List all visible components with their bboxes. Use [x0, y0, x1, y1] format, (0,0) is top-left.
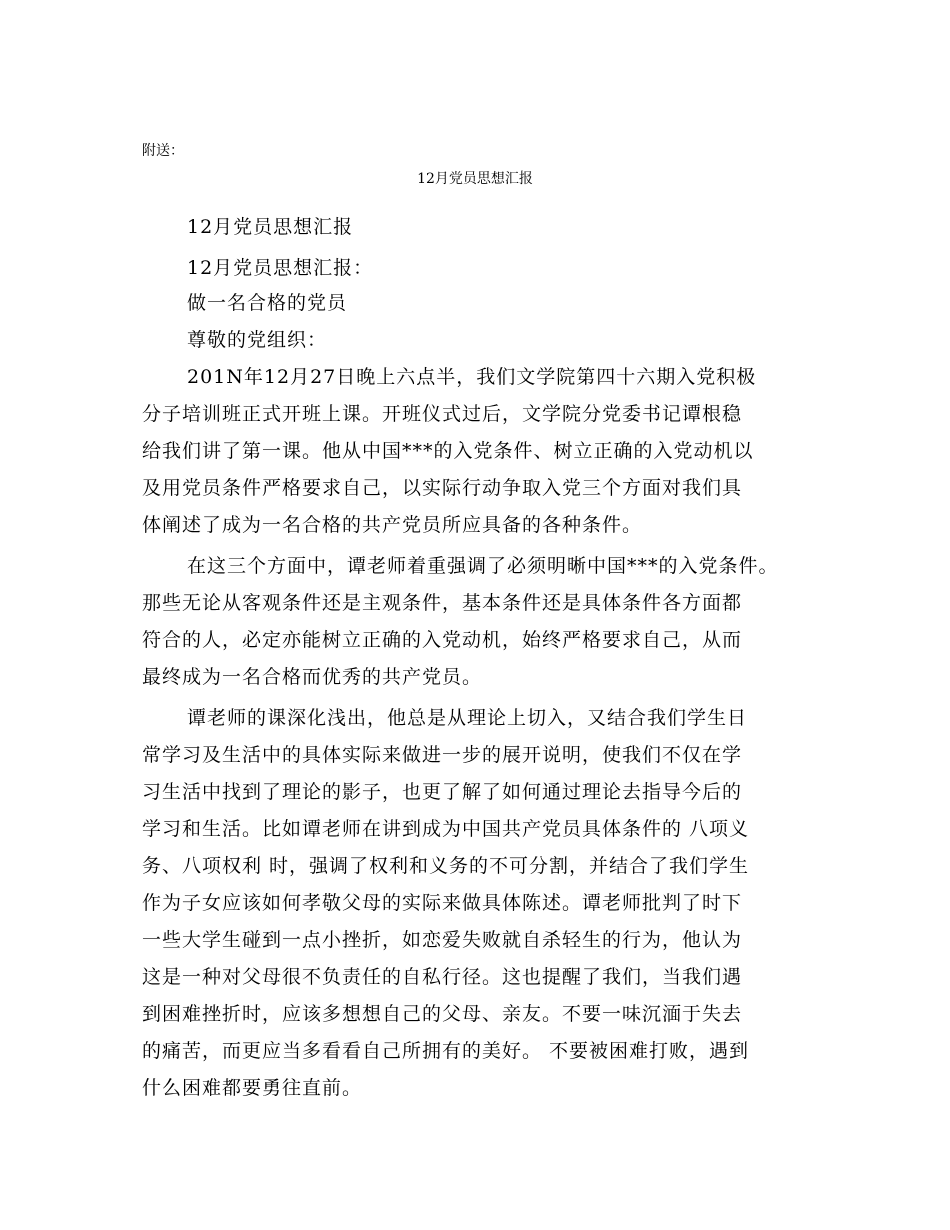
paragraph-line: 201N年12月27日晚上六点半，我们文学院第四十六期入党积极 [187, 366, 757, 388]
paragraph-line: 常学习及生活中的具体实际来做进一步的展开说明，使我们不仅在学 [142, 744, 743, 766]
paragraph-line: 学习和生活。比如谭老师在讲到成为中国共产党员具体条件的 八项义 [142, 818, 750, 840]
subtitle-line: 做一名合格的党员 [187, 292, 348, 314]
paragraph-line: 那些无论从客观条件还是主观条件，基本条件还是具体条件各方面都 [142, 592, 743, 614]
paragraph-line: 这是一种对父母很不负责任的自私行径。这也提醒了我们，当我们遇 [142, 966, 743, 988]
paragraph-line: 体阐述了成为一名合格的共产党员所应具备的各种条件。 [142, 514, 643, 536]
paragraph-line: 在这三个方面中，谭老师着重强调了必须明晰中国***的入党条件。 [187, 555, 779, 577]
paragraph-line: 谭老师的课深化浅出，他总是从理论上切入，又结合我们学生日 [187, 707, 748, 729]
paragraph-line: 作为子女应该如何孝敬父母的实际来做具体陈述。谭老师批判了时下 [142, 892, 743, 914]
paragraph-line: 及用党员条件严格要求自己，以实际行动争取入党三个方面对我们具 [142, 477, 743, 499]
paragraph-line: 一些大学生碰到一点小挫折，如恋爱失败就自杀轻生的行为，他认为 [142, 929, 743, 951]
paragraph-line: 给我们讲了第一课。他从中国***的入党条件、树立正确的入党动机以 [142, 440, 754, 462]
salutation-line: 尊敬的党组织： [187, 329, 328, 351]
paragraph-line: 符合的人，必定亦能树立正确的入党动机，始终严格要求自己，从而 [142, 629, 743, 651]
heading-line: 12月党员思想汇报： [187, 257, 374, 279]
paragraph-line: 的痛苦，而更应当多看看自己所拥有的美好。 不要被困难打败，遇到 [142, 1040, 750, 1062]
heading-line: 12月党员思想汇报 [187, 216, 354, 238]
paragraph-line: 分子培训班正式开班上课。开班仪式过后，文学院分党委书记谭根稳 [142, 403, 743, 425]
paragraph-line: 务、八项权利 时，强调了权利和义务的不可分割，并结合了我们学生 [142, 855, 750, 877]
paragraph-line: 到困难挫折时，应该多想想自己的父母、亲友。不要一味沉湎于失去 [142, 1003, 743, 1025]
paragraph-line: 什么困难都要勇往直前。 [142, 1077, 363, 1099]
paragraph-line: 最终成为一名合格而优秀的共产党员。 [142, 666, 483, 688]
document-title: 12月党员思想汇报 [417, 171, 533, 187]
paragraph-line: 习生活中找到了理论的影子，也更了解了如何通过理论去指导今后的 [142, 781, 743, 803]
attachment-label: 附送： [142, 143, 184, 159]
